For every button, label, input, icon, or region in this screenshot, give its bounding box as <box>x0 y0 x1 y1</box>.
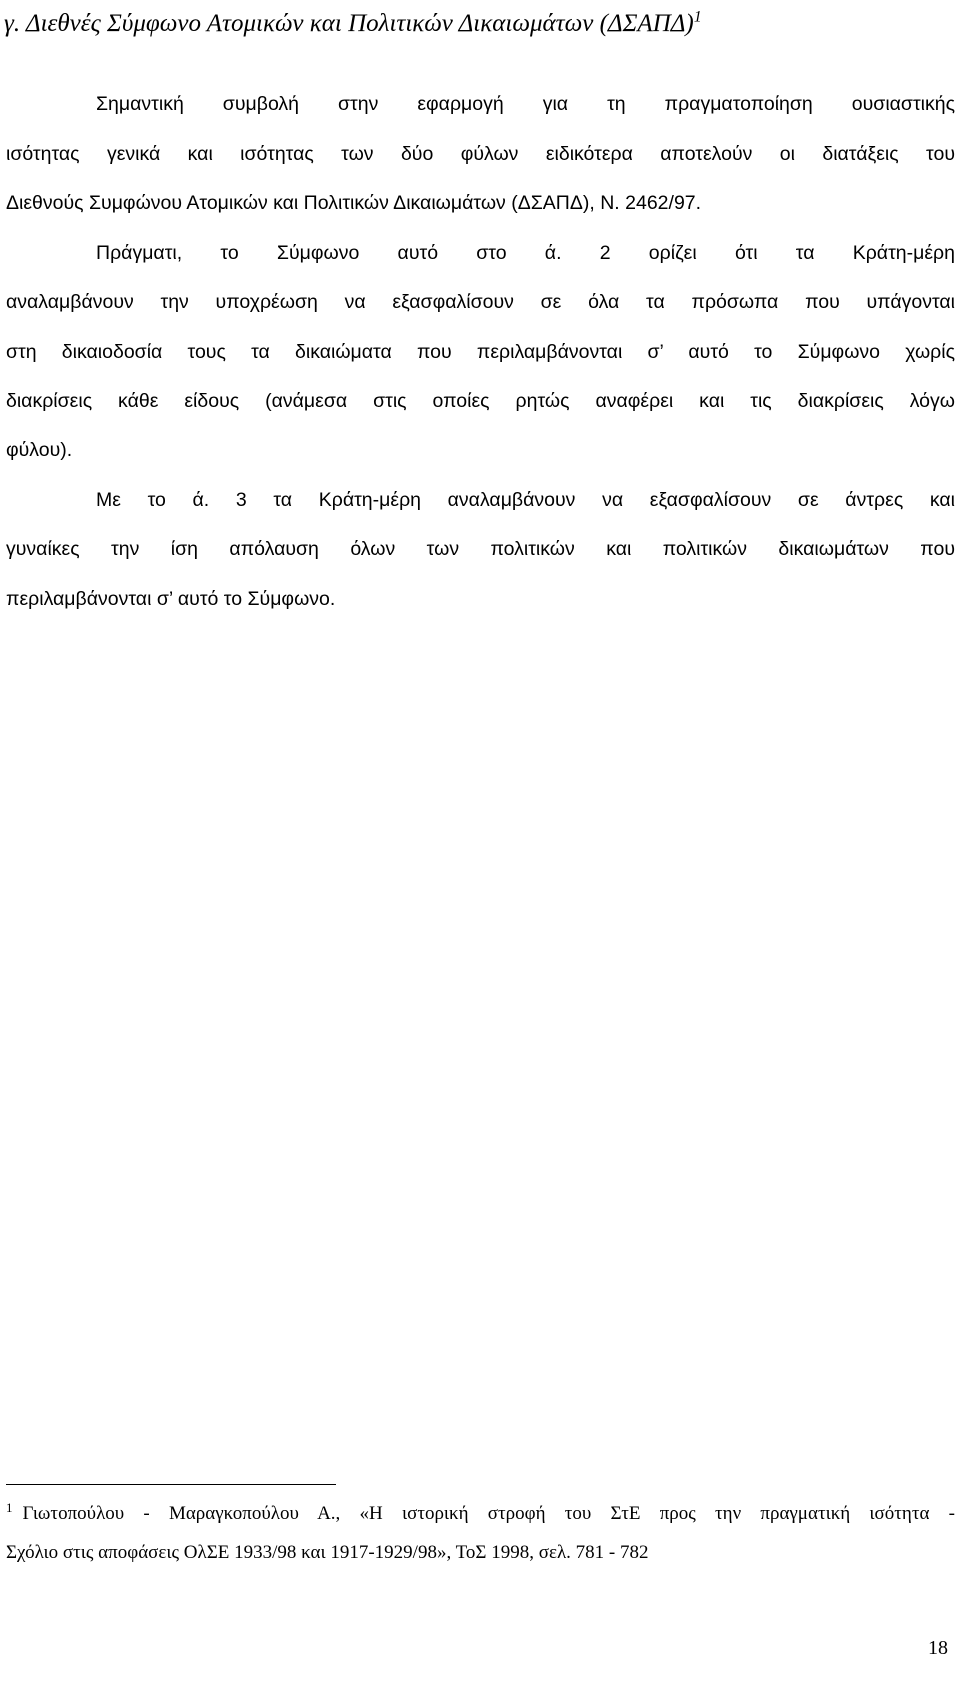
paragraph-2-line-1: Πράγματι, το Σύμφωνο αυτό στο ά. 2 ορίζει ότι τα Κράτη-μέρη <box>96 242 955 264</box>
page-number: 18 <box>928 1637 948 1659</box>
paragraph-2-line-5: φύλου). <box>6 439 73 461</box>
paragraph-3-line-2: γυναίκες την ίση απόλαυση όλων των πολιτικών και πολιτικών δικαιωμάτων που <box>6 538 955 560</box>
paragraph-2-line-3: στη δικαιοδοσία τους τα δικαιώματα που περιλαμβάνονται σ’ αυτό το Σύμφωνο χωρίς <box>6 341 955 363</box>
heading-footnote-ref[interactable]: 1 <box>693 8 702 26</box>
paragraph-3-line-1: Με το ά. 3 τα Κράτη-μέρη αναλαμβάνουν να εξασφαλίσουν σε άντρες και <box>96 489 955 511</box>
paragraph-3-line-3: περιλαμβάνονται σ’ αυτό το Σύμφωνο. <box>6 588 336 610</box>
section-heading-text: γ. Διεθνές Σύμφωνο Ατομικών και Πολιτικών Δικαιωμάτων (ΔΣΑΠΔ) <box>4 10 694 37</box>
paragraph-1-line-2: ισότητας γενικά και ισότητας των δύο φύλων ειδικότερα αποτελούν οι διατάξεις του <box>6 143 955 165</box>
paragraph-2-line-4: διακρίσεις κάθε είδους (ανάμεσα στις οποίες ρητώς αναφέρει και τις διακρίσεις λόγω <box>6 390 955 412</box>
paragraph-1-line-3: Διεθνούς Συμφώνου Ατομικών και Πολιτικών Δικαιωμάτων (ΔΣΑΠΔ), Ν. 2462/97. <box>6 192 702 214</box>
footnote-separator <box>6 1484 336 1485</box>
section-heading <box>4 8 702 40</box>
paragraph-2-line-2: αναλαμβάνουν την υποχρέωση να εξασφαλίσουν σε όλα τα πρόσωπα που υπάγονται <box>6 291 955 313</box>
footnote-line-2: Σχόλιο στις αποφάσεις ΟλΣΕ 1933/98 και 1917-1929/98», ΤοΣ 1998, σελ. 781 - 782 <box>6 1542 649 1563</box>
footnote-line-1 <box>6 1499 955 1526</box>
paragraph-1-line-1: Σημαντική συμβολή στην εφαρμογή για τη πραγματοποίηση ουσιαστικής <box>96 93 955 115</box>
footnote-line-1-text: Γιωτοπούλου - Μαραγκοπούλου Α., «Η ιστορική στροφή του ΣτΕ προς την πραγματική ισότητα - <box>22 1503 955 1524</box>
footnote-marker: 1 <box>6 1499 13 1515</box>
